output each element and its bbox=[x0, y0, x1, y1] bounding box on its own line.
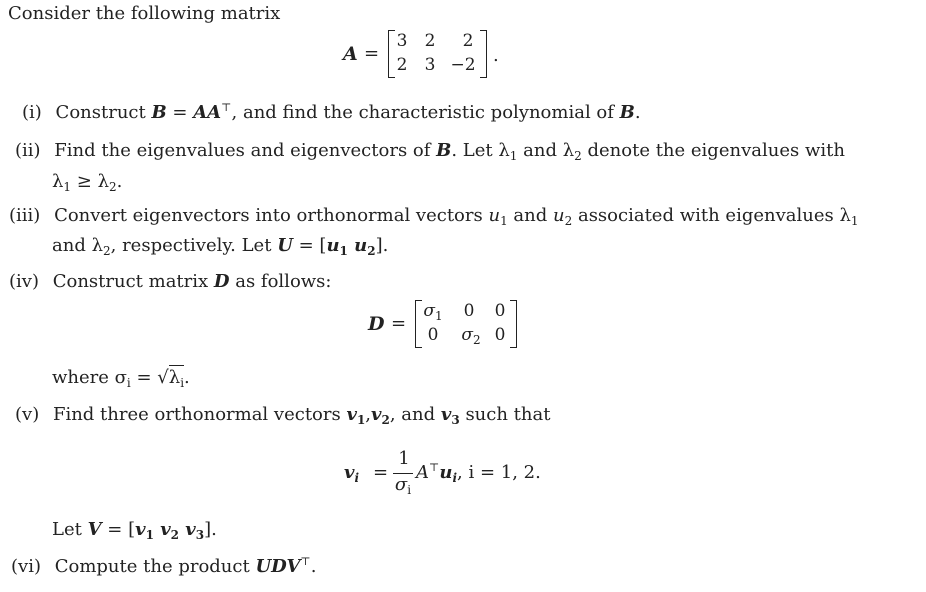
item-i-b: B bbox=[151, 102, 167, 123]
item-ii-line2-end: . bbox=[116, 171, 123, 192]
formula-v-u: u bbox=[439, 462, 453, 483]
item-iv bbox=[9, 271, 332, 292]
let-vb2: v bbox=[153, 519, 171, 540]
item-ii-geq: ≥ λ bbox=[71, 171, 109, 192]
sqrt-lambda: λ bbox=[168, 367, 181, 388]
sqrt-symbol: √ bbox=[157, 367, 169, 388]
item-iii-lambda-sub: 1 bbox=[850, 214, 859, 228]
item-vi-udv: UDV bbox=[255, 556, 301, 577]
item-iii-u2-sub: 2 bbox=[564, 214, 573, 228]
item-vi bbox=[11, 556, 317, 577]
item-iii-ub1-sub: 1 bbox=[339, 244, 348, 258]
sqrt-lambda-sub: i bbox=[180, 376, 185, 390]
item-iv-text: Construct matrix bbox=[52, 271, 209, 292]
matrix-a-cell: 2 bbox=[424, 31, 436, 51]
item-iii-ub2-sub: 2 bbox=[367, 244, 376, 258]
formula-v-transpose: ⊤ bbox=[429, 461, 440, 474]
let-vb3: v bbox=[179, 519, 196, 540]
item-iii-number: (iii) bbox=[9, 205, 41, 226]
item-ii-let: . Let λ bbox=[451, 140, 510, 161]
item-v-number: (v) bbox=[15, 404, 40, 425]
sigma-def-end: . bbox=[184, 367, 190, 388]
item-iv-number: (iv) bbox=[9, 271, 39, 292]
intro-text: Consider the following matrix bbox=[8, 3, 281, 24]
item-i-number: (i) bbox=[22, 102, 42, 123]
item-i-text: Construct bbox=[55, 102, 146, 123]
item-i-text2: , and find the characteristic polynomial of bbox=[231, 102, 614, 123]
item-iii-eq: = [ bbox=[292, 235, 327, 256]
let-V: V bbox=[87, 519, 102, 540]
item-iii-assoc: associated with eigenvalues λ bbox=[572, 205, 851, 226]
let-vb1: v bbox=[135, 519, 146, 540]
matrix-d-label: D bbox=[368, 313, 385, 335]
formula-v-a: A bbox=[416, 462, 429, 483]
item-iii-u1: u bbox=[488, 205, 501, 226]
item-vi-number: (vi) bbox=[11, 556, 41, 577]
formula-v-lhs: $v_i$ bbox=[344, 462, 360, 485]
let-close: ]. bbox=[204, 519, 217, 540]
matrix-a-cell: 2 bbox=[462, 31, 474, 51]
matrix-d-cell: 0 bbox=[494, 301, 506, 321]
item-v-v1-sub: 1 bbox=[356, 413, 366, 427]
item-iv-text2: as follows: bbox=[229, 271, 332, 292]
let-eq: = [ bbox=[101, 519, 136, 540]
where-sigma: where σ bbox=[52, 367, 127, 388]
item-ii-number: (ii) bbox=[15, 140, 41, 161]
where-sigma-sub: i bbox=[126, 376, 131, 390]
item-v-comma: , bbox=[365, 404, 372, 425]
matrix-d-cell: $\sigma_2$ bbox=[461, 325, 481, 347]
let-text: Let bbox=[52, 519, 82, 540]
matrix-d-cell: 0 bbox=[463, 301, 475, 321]
sqrt-radicand bbox=[169, 365, 184, 388]
item-vi-text: Compute the product bbox=[54, 556, 250, 577]
let-vb2-sub: 2 bbox=[170, 528, 180, 542]
item-iii-close: ]. bbox=[375, 235, 389, 256]
matrix-a bbox=[388, 30, 487, 78]
item-ii-line2 bbox=[52, 171, 122, 192]
matrix-d-cell: 0 bbox=[494, 325, 506, 345]
matrix-a-cell: 3 bbox=[424, 55, 436, 75]
item-v bbox=[15, 404, 550, 425]
item-ii-b: B bbox=[436, 140, 452, 161]
item-i-end: . bbox=[634, 102, 641, 123]
formula-v-equals: = bbox=[373, 462, 389, 483]
formula-v-denominator: $\sigma_i$ bbox=[394, 474, 412, 497]
matrix-a-cell: 3 bbox=[396, 31, 408, 51]
item-ii-sub1: 1 bbox=[509, 149, 518, 163]
item-vi-end: . bbox=[310, 556, 317, 577]
item-iii-and: and bbox=[507, 205, 553, 226]
item-ii-line2-sub1: 1 bbox=[63, 180, 72, 194]
formula-v-numerator: 1 bbox=[398, 448, 410, 469]
matrix-d-cell: 0 bbox=[427, 325, 439, 345]
item-v-and: , and bbox=[389, 404, 436, 425]
matrix-d-cell: $\sigma_1$ bbox=[423, 301, 443, 323]
item-i-transpose: ⊤ bbox=[221, 101, 232, 114]
item-iii-respectively: , respectively. Let bbox=[110, 235, 272, 256]
item-i-b2: B bbox=[619, 102, 635, 123]
item-iii-text: Convert eigenvectors into orthonormal vectors bbox=[54, 205, 483, 226]
matrix-a-cell: 2 bbox=[396, 55, 408, 75]
item-v-text: Find three orthonormal vectors bbox=[52, 404, 341, 425]
item-i bbox=[22, 102, 641, 123]
matrix-a-label: A bbox=[343, 43, 358, 65]
formula-v-u-sub: i bbox=[452, 471, 458, 485]
item-iii-and-lambda: and λ bbox=[52, 235, 103, 256]
item-ii bbox=[15, 140, 845, 161]
item-v-v2-sub: 2 bbox=[381, 413, 390, 427]
item-ii-text: Find the eigenvalues and eigenvectors of bbox=[54, 140, 431, 161]
matrix-a-period: . bbox=[493, 45, 499, 66]
item-ii-sub2: 2 bbox=[574, 149, 582, 163]
matrix-a-equals: = bbox=[364, 43, 380, 64]
where-eq: = bbox=[130, 367, 158, 388]
sigma-definition bbox=[52, 367, 190, 388]
item-ii-lambda1: λ bbox=[52, 171, 64, 192]
item-v-v3: v bbox=[440, 404, 452, 425]
formula-v-rest: , i = 1, 2. bbox=[457, 462, 541, 483]
item-ii-and: and λ bbox=[517, 140, 575, 161]
item-iii-u2: u bbox=[553, 205, 565, 226]
item-ii-line2-sub2: 2 bbox=[109, 180, 117, 194]
matrix-a-cell: −2 bbox=[450, 55, 476, 75]
item-ii-denote: denote the eigenvalues with bbox=[581, 140, 845, 161]
matrix-d-equals: = bbox=[391, 313, 407, 334]
item-v-v1: v bbox=[346, 404, 357, 425]
item-v-v3-sub: 3 bbox=[451, 413, 460, 427]
item-iii bbox=[9, 205, 859, 226]
item-iii-ub2: u bbox=[347, 235, 368, 256]
let-vb1-sub: 1 bbox=[145, 528, 154, 542]
matrix-d bbox=[415, 300, 517, 348]
item-i-eq: = bbox=[166, 102, 194, 123]
item-v-v2: v bbox=[371, 404, 382, 425]
item-i-aa: AA bbox=[193, 102, 222, 123]
item-iii-u1-sub: 1 bbox=[500, 214, 508, 228]
item-iv-d: D bbox=[213, 271, 230, 292]
item-vi-transpose: ⊤ bbox=[300, 555, 311, 568]
formula-v-rhs bbox=[416, 462, 541, 483]
item-v-such-that: such that bbox=[459, 404, 551, 425]
let-v bbox=[52, 519, 217, 540]
item-iii-U: U bbox=[277, 235, 293, 256]
item-iii-line2-sub: 2 bbox=[102, 244, 111, 258]
item-iii-line2 bbox=[52, 235, 388, 256]
let-vb3-sub: 3 bbox=[195, 528, 205, 542]
item-iii-ub1: u bbox=[326, 235, 340, 256]
